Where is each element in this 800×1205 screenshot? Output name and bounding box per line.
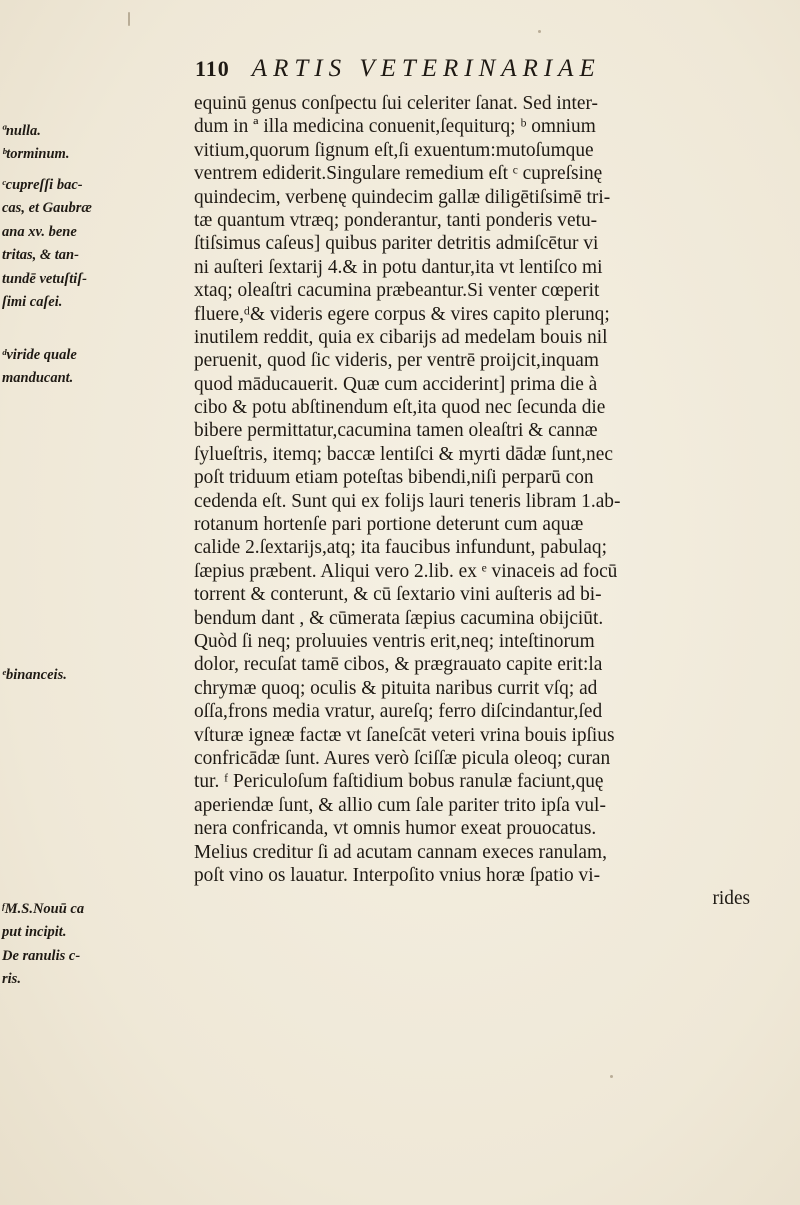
text-line: calide 2.ſextarijs,atq; ita faucibus infundunt, pabulaq; <box>194 537 607 559</box>
text-line: rotanum hortenſe pari portione deterunt cum aquæ <box>194 514 584 536</box>
text-line: nera confricanda, vt omnis humor exeat prouocatus. <box>194 818 597 840</box>
page-number: 110 <box>195 56 230 81</box>
text-line: Melius creditur ſi ad acutam cannam execes ranulam, <box>194 841 607 863</box>
margin-note-line: tundē vetuſtiſ- <box>2 270 87 287</box>
text-line: peruenit, quod ſic videris, per ventrē proijcit,inquam <box>194 350 599 372</box>
text-line: cedenda eſt. Sunt qui ex folijs lauri teneris libram 1.ab- <box>194 490 621 512</box>
text-line: ſylueſtris, itemq; baccæ lentiſci & myrti dādæ ſunt,nec <box>194 443 613 465</box>
margin-note-d <box>2 344 188 391</box>
running-title: ARTIS VETERINARIAE <box>251 55 601 82</box>
text-line: vitium,quorum ſignum eſt,ſi exuentum:mutoſumque <box>194 139 594 161</box>
text-line: xtaq; oleaſtri cacumina præbeantur.Si venter cœperit <box>194 280 600 302</box>
margin-notes <box>0 0 190 1205</box>
text-line: ventrem ediderit.Singulare remedium eſt ᶜ cupreſsinę <box>194 163 603 185</box>
text-line: ſæpius præbent. Aliqui vero 2.lib. ex ᵉ vinaceis ad focū <box>194 560 618 582</box>
margin-note-e <box>2 664 188 687</box>
margin-note-line: cas, et Gaubræ <box>2 200 92 217</box>
margin-note-b <box>2 143 188 166</box>
text-line: confricādæ ſunt. Aures verò ſciſſæ picula oleoq; curan <box>194 747 611 769</box>
margin-note-line: ſimi caſei. <box>2 294 63 311</box>
margin-note-line: De ranulis c- <box>2 947 81 964</box>
margin-note-line: ᵉbinanceis. <box>2 667 67 683</box>
margin-note-line: put incipit. <box>2 924 67 941</box>
margin-note-line: ᶜcupreſſi bac- <box>2 177 83 193</box>
text-line: Quòd ſi neq; proluuies ventris erit,neq; inteſtinorum <box>194 630 595 652</box>
text-line: ſtiſsimus caſeus] quibus pariter detritis admiſcētur vi <box>194 233 599 255</box>
margin-note-line: ᶠM.S.Nouū ca <box>2 901 85 917</box>
text-line: fluere,ᵈ& videris egere corpus & vires capito plerunq; <box>194 303 610 325</box>
text-line: equinū genus conſpectu ſui celeriter ſanat. Sed inter- <box>194 93 598 114</box>
text-line: torrent & conterunt, & cū ſextario vini auſteris ad bi- <box>194 584 602 606</box>
margin-note-line: ᵇtorminum. <box>2 146 70 162</box>
margin-note-line: ªnulla. <box>2 123 41 139</box>
text-line: oſſa,frons media vratur, aureſq; ferro diſcindantur,ſed <box>194 701 603 723</box>
margin-note-c <box>2 174 188 314</box>
text-line: inutilem reddit, quia ex cibarijs ad medelam bouis nil <box>194 326 608 348</box>
text-line: vſturæ igneæ factæ vt ſaneſcāt veteri vrina bouis ipſius <box>194 724 615 746</box>
margin-note-line: manducant. <box>2 370 74 387</box>
catchword: rides <box>712 888 751 910</box>
text-line: tæ quantum vtræq; ponderantur, tanti ponderis vetu- <box>194 209 598 231</box>
text-line: ni auſteri ſextarij 4.& in potu dantur,ita vt lentiſco mi <box>194 256 603 278</box>
text-line: dolor, recuſat tamē cibos, & prægrauato capite erit:la <box>194 654 603 676</box>
text-line: quindecim, verbenę quindecim gallæ diligētiſsimē tri- <box>194 186 611 208</box>
margin-note-line: tritas, & tan- <box>2 247 79 264</box>
text-line: bibere permittatur,cacumina tamen oleaſtri & cannæ <box>194 420 598 442</box>
page-header <box>195 55 755 91</box>
main-text-block <box>194 92 790 911</box>
margin-note-line: ᵈviride quale <box>2 347 77 363</box>
text-line: dum in ª illa medicina conuenit,ſequiturq; ᵇ omnium <box>194 116 596 138</box>
text-line: bendum dant , & cūmerata ſæpius cacumina obijciūt. <box>194 607 604 629</box>
text-line: aperiendæ ſunt, & allio cum ſale pariter trito ipſa vul- <box>194 794 606 816</box>
text-line: cibo & potu abſtinendum eſt,ita quod nec ſecunda die <box>194 397 606 419</box>
text-line: poſt triduum etiam poteſtas bibendi,niſi perparū con <box>194 467 594 489</box>
margin-note-f <box>2 898 188 992</box>
text-line: poſt vino os lauatur. Interpoſito vnius horæ ſpatio vi- <box>194 864 601 886</box>
margin-note-a <box>2 120 188 143</box>
margin-note-line: ris. <box>2 971 21 988</box>
text-line: chrymæ quoq; oculis & pituita naribus currit vſq; ad <box>194 677 598 699</box>
text-line: tur. ᶠ Periculoſum faſtidium bobus ranulæ faciunt,quę <box>194 771 604 793</box>
text-line: quod māducauerit. Quæ cum acciderint] prima die à <box>194 373 598 395</box>
margin-note-line: ana xv. bene <box>2 223 77 240</box>
